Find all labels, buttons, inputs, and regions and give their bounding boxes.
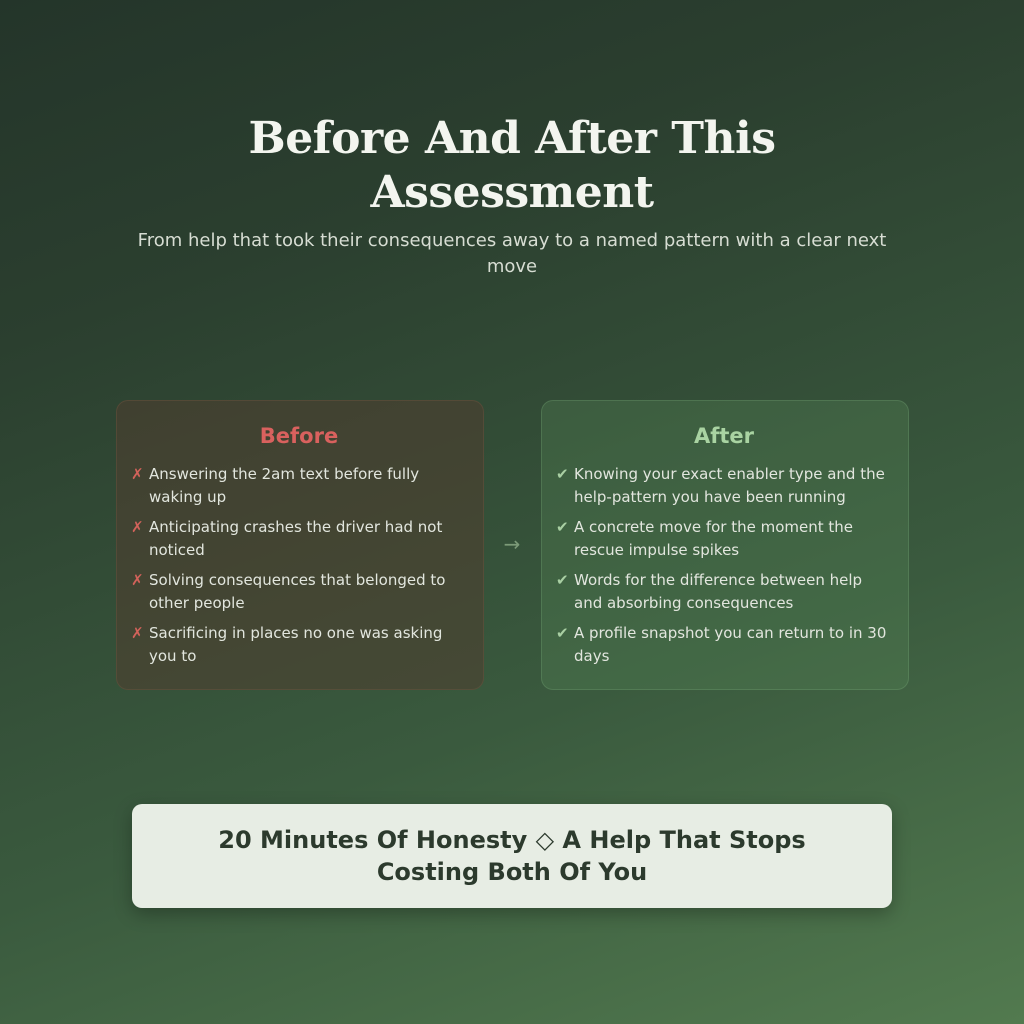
check-icon: ✔	[556, 465, 569, 483]
before-list-item	[131, 569, 467, 615]
before-card	[116, 400, 484, 690]
after-item-text: A concrete move for the moment the rescue impulse spikes	[574, 518, 853, 559]
check-icon: ✔	[556, 571, 569, 589]
page-subtitle: From help that took their consequences away to a named pattern with a clear next move	[137, 230, 887, 277]
check-icon: ✔	[556, 518, 569, 536]
after-list-item	[556, 463, 892, 509]
after-list-item	[556, 569, 892, 615]
header	[0, 112, 1024, 280]
cta-text: 20 Minutes Of Honesty ◇ A Help That Stops Costing Both Of You	[218, 826, 806, 886]
after-list	[556, 463, 892, 668]
page-title: Before And After This Assessment	[248, 113, 776, 218]
after-list-item	[556, 622, 892, 668]
check-icon: ✔	[556, 624, 569, 642]
before-item-text: Solving consequences that belonged to other people	[149, 571, 446, 612]
before-list-item	[131, 463, 467, 509]
before-list-item	[131, 622, 467, 668]
after-list-item	[556, 516, 892, 562]
after-card	[541, 400, 909, 690]
before-list	[131, 463, 467, 668]
cross-icon: ✗	[131, 571, 144, 589]
after-card-title: After	[693, 424, 755, 448]
cross-icon: ✗	[131, 465, 144, 483]
arrow-right-icon: →	[503, 532, 521, 556]
after-item-text: A profile snapshot you can return to in 30 days	[574, 624, 887, 665]
before-item-text: Sacrificing in places no one was asking you to	[149, 624, 443, 665]
before-item-text: Anticipating crashes the driver had not noticed	[149, 518, 443, 559]
before-card-title: Before	[259, 424, 339, 448]
cross-icon: ✗	[131, 518, 144, 536]
before-item-text: Answering the 2am text before fully waking up	[149, 465, 420, 506]
cta-banner[interactable]	[132, 804, 892, 908]
after-item-text: Words for the difference between help and absorbing consequences	[574, 571, 863, 612]
after-item-text: Knowing your exact enabler type and the help-pattern you have been running	[574, 465, 885, 506]
cross-icon: ✗	[131, 624, 144, 642]
before-list-item	[131, 516, 467, 562]
